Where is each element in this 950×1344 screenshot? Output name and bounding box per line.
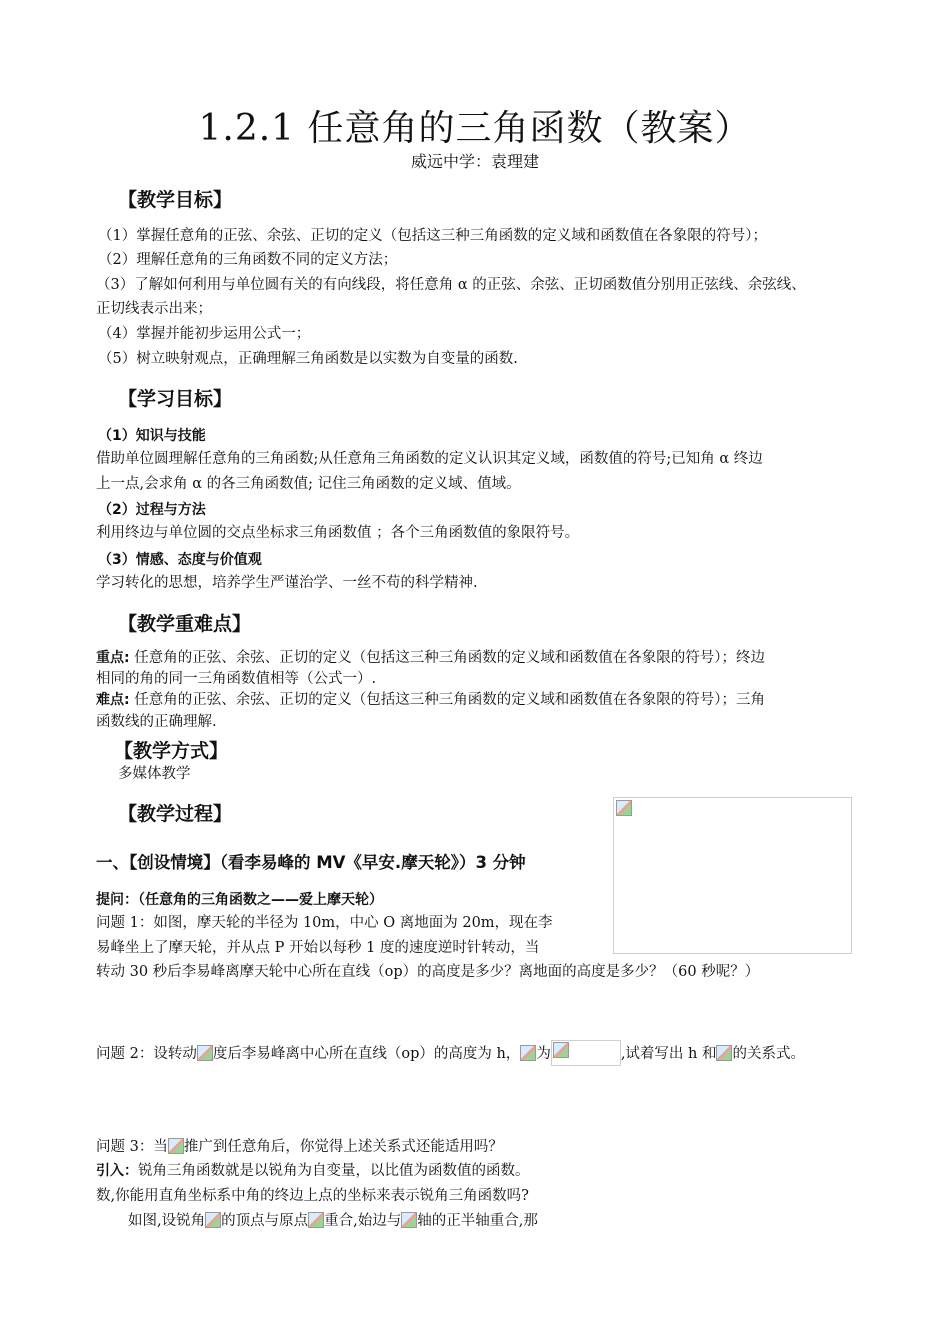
goal-line-2: （2）理解任意角的三角函数不同的定义方法； — [98, 252, 398, 268]
q1-line-1: 问题 1：如图，摩天轮的半径为 10m，中心 O 离地面为 20m，现在李 — [96, 915, 553, 931]
q2-line — [96, 1039, 805, 1066]
formula-image-frame — [551, 1040, 621, 1066]
last-line — [128, 1211, 538, 1231]
q3-text-b: 推广到任意角后，你觉得上述关系式还能适用吗？ — [183, 1139, 503, 1155]
diff-label: 难点: — [96, 692, 130, 708]
last-text-b: 的顶点与原点 — [221, 1213, 309, 1229]
broken-image-icon — [401, 1212, 417, 1228]
q3-line — [96, 1137, 503, 1157]
learn-3-text: 学习转化的思想，培养学生严谨治学、一丝不苟的科学精神. — [96, 575, 478, 591]
heading-teaching-goals: 【教学目标】 — [118, 189, 233, 211]
method-text: 多媒体教学 — [118, 766, 191, 782]
intro-text: 锐角三角函数就是以锐角为自变量，以比值为函数值的函数。 — [138, 1163, 530, 1179]
diff-text-1: 任意角的正弦、余弦、正切的定义（包括这三种三角函数的定义域和函数值在各象限的符号）；三角 — [129, 692, 765, 708]
learn-3-title: （3）情感、态度与价值观 — [98, 552, 262, 568]
key-line-2: 相同的角的同一三角函数值相等（公式一）. — [96, 671, 377, 687]
last-text-d: 轴的正半轴重合,那 — [417, 1213, 538, 1229]
broken-image-icon — [168, 1138, 184, 1154]
diff-line-1 — [96, 690, 765, 710]
goal-line-5: （4）掌握并能初步运用公式一； — [98, 326, 311, 342]
broken-image-icon — [205, 1212, 221, 1228]
broken-image-icon — [308, 1212, 324, 1228]
q2-text-b: 度后李易峰离中心所在直线（op）的高度为 h， — [212, 1046, 521, 1062]
part1-title: 一、【创设情境】（看李易峰的 MV《早安.摩天轮》）3 分钟 — [96, 853, 526, 872]
q2-text-e: 的关系式。 — [732, 1046, 805, 1062]
learn-2-title: （2）过程与方法 — [98, 502, 206, 518]
broken-image-icon — [716, 1045, 732, 1061]
goal-line-4: 正切线表示出来； — [96, 301, 212, 317]
heading-teaching-process: 【教学过程】 — [118, 803, 233, 825]
intro-label: 引入： — [96, 1163, 138, 1179]
key-label: 重点: — [96, 650, 130, 666]
q1-line-3: 转动 30 秒后李易峰离摩天轮中心所在直线（op）的高度是多少？离地面的高度是多少？（60 秒呢？） — [96, 964, 760, 980]
broken-image-icon — [553, 1042, 569, 1058]
key-line-1 — [96, 648, 765, 668]
last-text-a: 如图,设锐角 — [128, 1213, 206, 1229]
q1-line-2: 易峰坐上了摩天轮，并从点 P 开始以每秒 1 度的速度逆时针转动，当 — [96, 940, 540, 956]
question-label: 提问：（任意角的三角函数之——爱上摩天轮） — [96, 892, 383, 908]
q2-text-d: ,试着写出 h 和 — [620, 1046, 717, 1062]
heading-learning-goals: 【学习目标】 — [118, 388, 233, 410]
goal-line-6: （5）树立映射观点，正确理解三角函数是以实数为自变量的函数. — [98, 351, 518, 367]
broken-image-icon — [197, 1045, 213, 1061]
learn-1-line-2: 上一点,会求角 α 的各三角函数值; 记住三角函数的定义域、值域。 — [96, 476, 521, 492]
heading-teaching-method: 【教学方式】 — [114, 740, 229, 762]
goal-line-3: （3）了解如何利用与单位圆有关的有向线段，将任意角 α 的正弦、余弦、正切函数值分别用正弦线、余弦线、 — [96, 277, 806, 293]
learn-2-text: 利用终边与单位圆的交点坐标求三角函数值 ；各个三角函数值的象限符号。 — [96, 525, 580, 541]
heading-key-points: 【教学重难点】 — [118, 613, 252, 635]
last-text-c: 重合,始边与 — [324, 1213, 402, 1229]
key-text-1: 任意角的正弦、余弦、正切的定义（包括这三种三角函数的定义域和函数值在各象限的符号）；终边 — [129, 650, 765, 666]
learn-1-title: （1）知识与技能 — [98, 428, 206, 444]
q3-text-a: 问题 3：当 — [96, 1139, 168, 1155]
learn-1-line-1: 借助单位圆理解任意角的三角函数;从任意角三角函数的定义认识其定义域，函数值的符号;已知角 α 终边 — [96, 451, 763, 467]
q2-text-c: 为 — [536, 1046, 551, 1062]
intro-line-2: 数,你能用直角坐标系中角的终边上点的坐标来表示锐角三角函数吗? — [96, 1188, 529, 1204]
ferris-wheel-figure — [613, 797, 852, 954]
intro-line — [96, 1161, 530, 1181]
broken-image-icon — [616, 800, 632, 816]
author-line: 威远中学：袁理建 — [410, 152, 539, 171]
q2-text-a: 问题 2：设转动 — [96, 1046, 197, 1062]
goal-line-1: （1）掌握任意角的正弦、余弦、正切的定义（包括这三种三角函数的定义域和函数值在各象限的符号）； — [98, 228, 767, 244]
broken-image-icon — [520, 1045, 536, 1061]
page-title: 1.2.1 任意角的三角函数（教案） — [198, 108, 752, 149]
diff-line-2: 函数线的正确理解. — [96, 714, 217, 730]
